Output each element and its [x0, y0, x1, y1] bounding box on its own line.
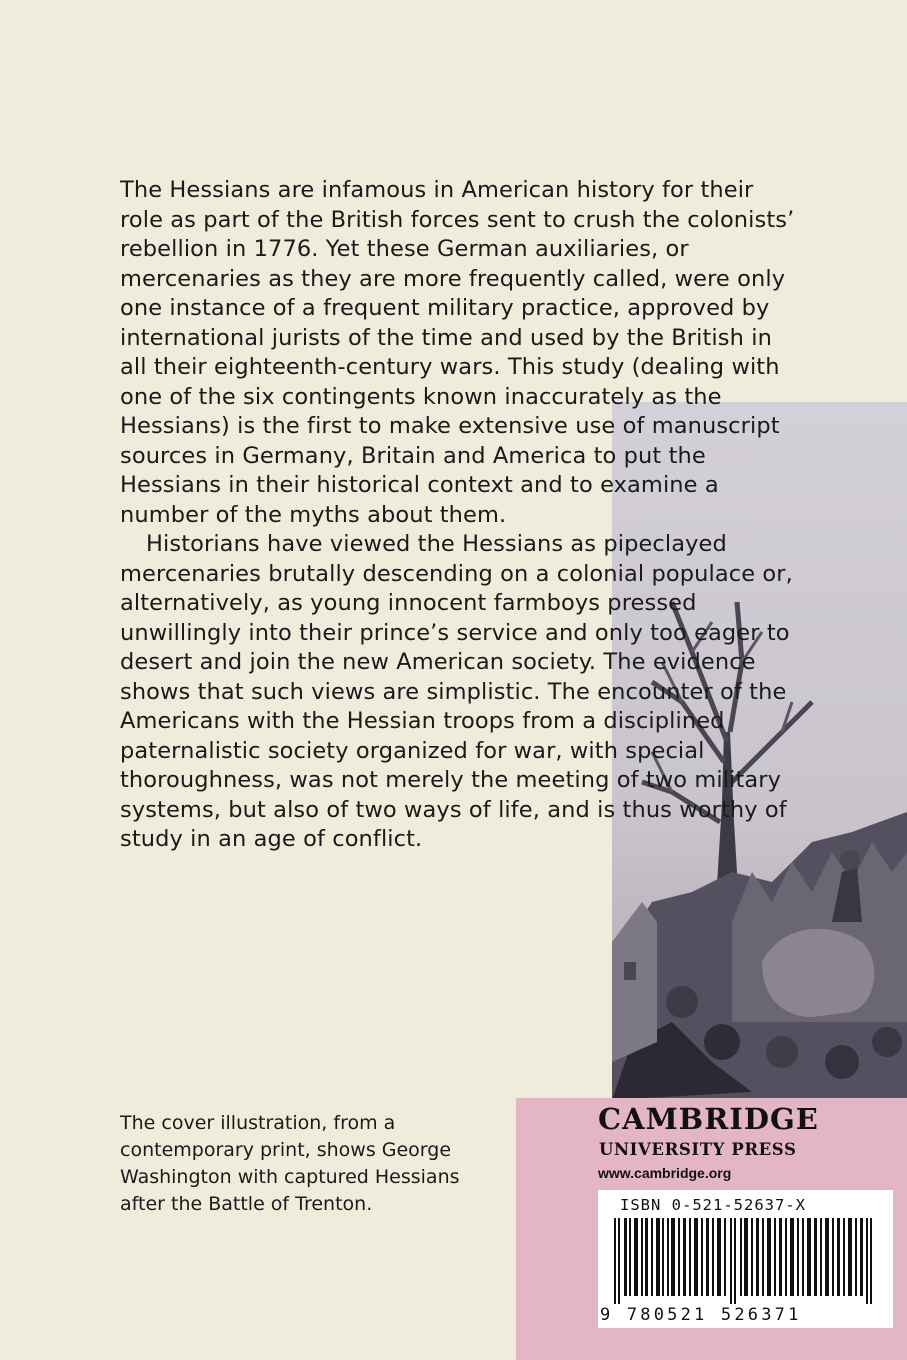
blurb-paragraph-1: The Hessians are infamous in American history for their role as part of the British forces sent to crush the colonists’ rebellion in 1776. Yet these German auxiliaries, or mercenaries as they are more frequently called, were only one instance of a frequent military practice, approved by international jurists of the time and used by the British in all their eighteenth-century wars. This study (dealing with one of the six contingents known inaccurately as the Hessians) is the first to make extensive use of manuscript sources in Germany, Britain and America to put the Hessians in their historical context and to examine a number of the myths about them. — [120, 177, 795, 528]
isbn-label: ISBN 0-521-52637-X — [620, 1196, 806, 1214]
barcode-box — [598, 1190, 893, 1328]
blurb — [120, 176, 800, 855]
blurb-paragraph-2: Historians have viewed the Hessians as pipeclayed mercenaries brutally descending on a colonial populace or, alternatively, as young innocent farmboys pressed unwillingly into their prince’s service and only too eager to desert and join the new American society. The evidence shows that such views are simplistic. The encounter of the Americans with the Hessian troops from a disciplined paternalistic society organized for war, with special thoroughness, was not merely the meeting of two military systems, but also of two ways of life, and is thus worthy of study in an age of conflict. — [120, 531, 793, 852]
cover-credit: The cover illustration, from a contemporary print, shows George Washington with captured Hessians after the Battle of Trenton. — [120, 1112, 460, 1215]
publisher-url[interactable]: www.cambridge.org — [598, 1165, 732, 1181]
publisher-name: CAMBRIDGE — [598, 1102, 819, 1136]
barcode-icon — [604, 1218, 887, 1304]
publisher-subtitle: UNIVERSITY PRESS — [599, 1140, 797, 1159]
publisher-panel — [516, 1098, 907, 1360]
barcode-digits: 9 780521 526371 — [600, 1305, 802, 1325]
